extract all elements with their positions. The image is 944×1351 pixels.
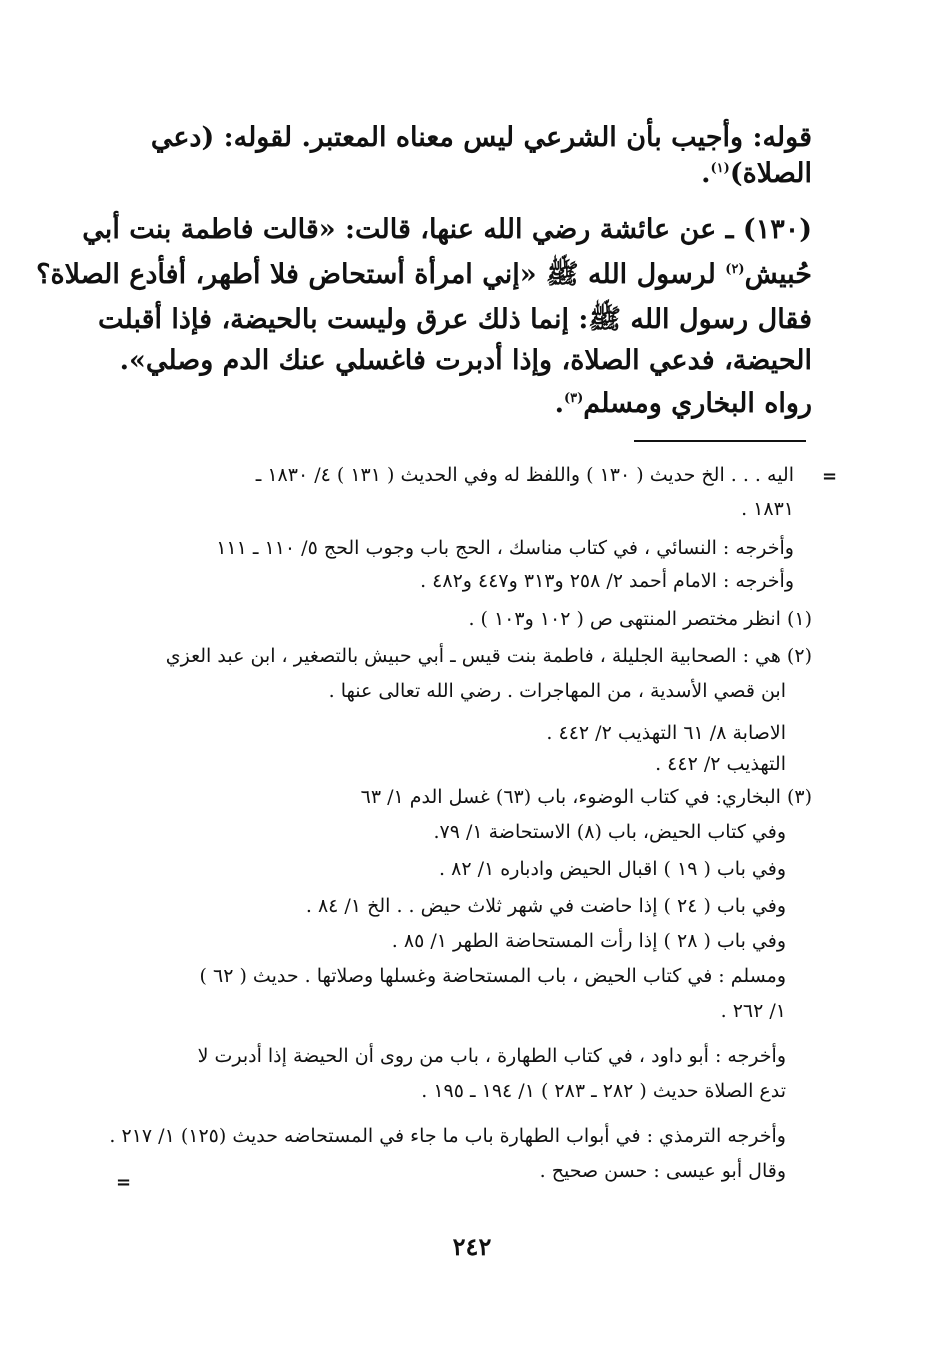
main-text-line-3-text: (١٣٠) ـ عن عائشة رضي الله عنها، قالت: «قالت فاطمة بنت أبي [82, 214, 812, 245]
main-text-line-6 [120, 345, 812, 376]
footnote-3-line-1: (٣) البخاري: في كتاب الوضوء، باب (٦٣) غسل الدم ١/ ٦٣ [360, 786, 812, 808]
footnote-ref-2: (٢) [725, 262, 745, 277]
footnote-3-line-9: تدع الصلاة حديث ( ٢٨٢ ـ ٢٨٣ ) ١/ ١٩٤ ـ ١٩٥ . [421, 1080, 786, 1102]
footnote-2-line-3: الاصابة ٨/ ٦١ التهذيب ٢/ ٤٤٢ . [546, 722, 786, 744]
main-text-line-7 [555, 388, 812, 419]
end-marker: = [116, 1172, 132, 1193]
main-text-line-2-end: . [701, 158, 711, 189]
footnote-cont-line-4: وأخرجه : الامام أحمد ٢/ ٢٥٨ و٣١٣ و٤٤٧ و٤٨٢ . [420, 570, 794, 592]
main-text-line-4-rest: لرسول الله ﷺ «إني امرأة أستحاض فلا أطهر، أفأدع الصلاة؟ [36, 259, 726, 290]
footnote-cont-line-3: وأخرجه : النسائي ، في كتاب مناسك ، الحج باب وجوب الحج ٥/ ١١٠ ـ ١١١ [216, 537, 794, 559]
main-text-line-6-text: الحيضة، فدعي الصلاة، وإذا أدبرت فاغسلي عنك الدم وصلي». [119, 345, 812, 376]
main-text-line-5 [98, 302, 812, 342]
footnote-ref-3: (٣) [563, 391, 584, 406]
footnote-3-line-5: وفي باب ( ٢٨ ) إذا رأت المستحاضة الطهر ١/ ٨٥ . [391, 930, 786, 952]
footnote-3-line-2: وفي كتاب الحيض، باب (٨) الاستحاضة ١/ ٧٩. [433, 821, 786, 843]
main-text-line-2 [701, 158, 812, 189]
footnote-cont-line-1: اليه . . . الخ حديث ( ١٣٠ ) واللفظ له وفي الحديث ( ١٣١ ) ٤/ ١٨٣٠ ـ [255, 464, 794, 486]
footnote-2-line-4: التهذيب ٢/ ٤٤٢ . [655, 753, 786, 775]
footnote-3-line-10: وأخرجه الترمذي : في أبواب الطهارة باب ما جاء في المستحاضه حديث (١٢٥) ١/ ٢١٧ . [109, 1125, 786, 1147]
footnote-separator [634, 440, 806, 442]
continuation-marker: = [822, 466, 838, 487]
footnote-3-line-7: ١/ ٢٦٢ . [720, 1000, 786, 1022]
footnote-3-line-3: وفي باب ( ١٩ ) اقبال الحيض وادباره ١/ ٨٢ . [439, 858, 786, 880]
footnote-3-line-6: ومسلم : في كتاب الحيض ، باب المستحاضة وغسلها وصلاتها . حديث ( ٦٢ ) [199, 965, 786, 987]
main-text-line-1 [151, 122, 812, 153]
footnote-2-line-1: (٢) هي : الصحابية الجليلة ، فاطمة بنت قيس ـ أبي حبيش بالتصغير ، ابن عبد العزي [165, 645, 812, 667]
main-text-line-4-start: حُبيش [744, 259, 812, 290]
footnote-1: (١) انظر مختصر المنتهى ص ( ١٠٢ و١٠٣ ) . [468, 608, 812, 630]
main-text-line-3 [82, 214, 812, 245]
footnote-3-line-11: وقال أبو عيسى : حسن صحيح . [539, 1160, 786, 1182]
page-number: ٢٤٢ [452, 1232, 492, 1261]
footnote-ref-1: (١) [710, 161, 730, 176]
footnote-3-line-8: وأخرجه : أبو داود ، في كتاب الطهارة ، باب من روى أن الحيضة إذا أدبرت لا [197, 1045, 786, 1067]
main-text-line-5-text: فقال رسول الله ﷺ: إنما ذلك عرق وليست بالحيضة، فإذا أقبلت [98, 304, 812, 335]
footnote-cont-line-2: ١٨٣١ . [741, 498, 794, 520]
main-text-line-4 [36, 257, 812, 297]
footnote-3-line-4: وفي باب ( ٢٤ ) إذا حاضت في شهر ثلاث حيض . . الخ ١/ ٨٤ . [305, 895, 786, 917]
main-text-line-2-text: الصلاة) [729, 158, 812, 189]
main-text-line-7-text: رواه البخاري ومسلم [583, 388, 812, 419]
footnote-2-line-2: ابن قصي الأسدية ، من المهاجرات . رضي الله تعالى عنها . [328, 680, 786, 702]
main-text-line-1-text: قوله: وأجيب بأن الشرعي ليس معناه المعتبر. لقوله: (دعي [150, 122, 812, 153]
main-text-line-7-end: . [554, 388, 564, 419]
